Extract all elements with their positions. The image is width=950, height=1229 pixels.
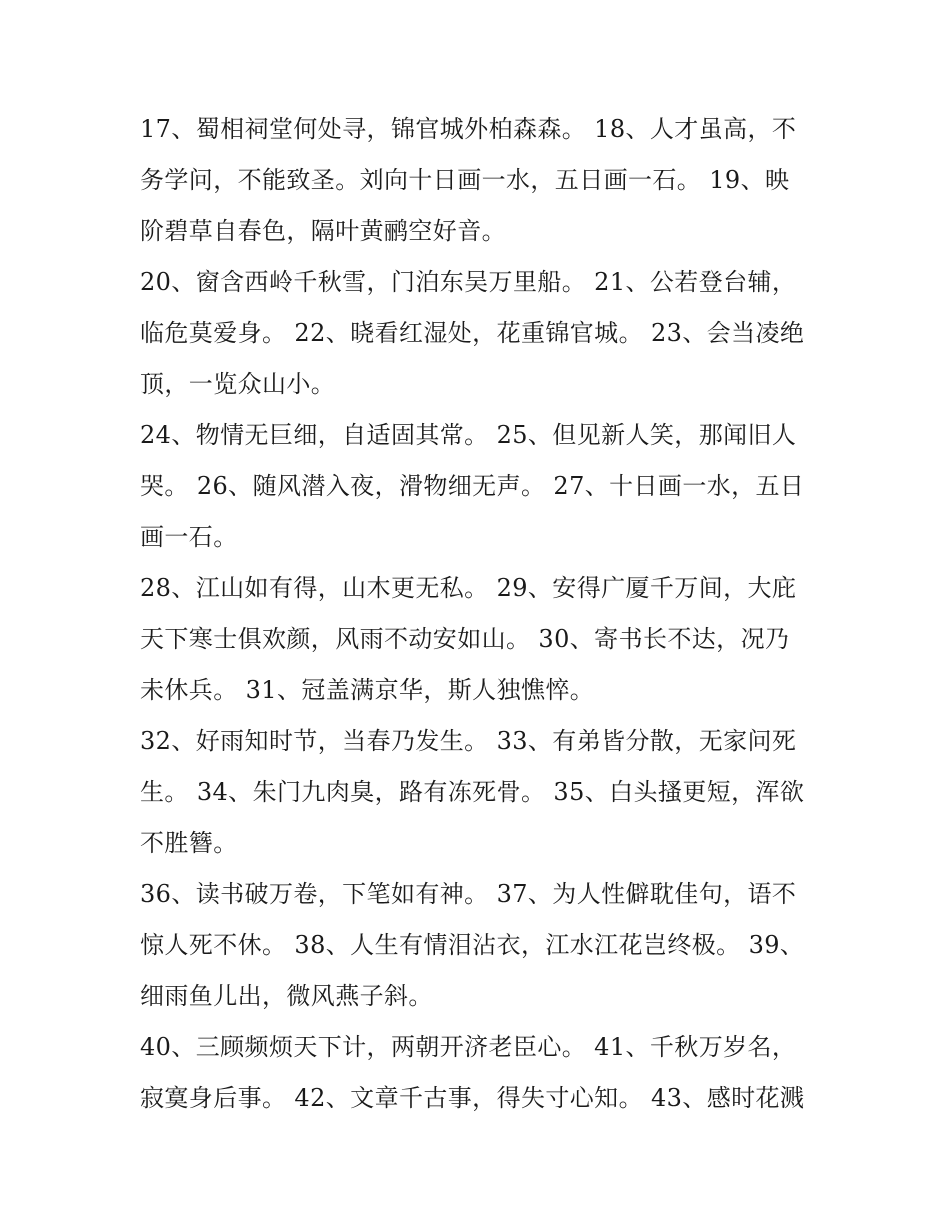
paragraph-32-35: 32、好雨知时节，当春乃发生。 33、有弟皆分散，无家问死生。 34、朱门九肉臭，路有冻死骨。 35、白头搔更短，浑欲不胜簪。 [140, 727, 805, 857]
paragraph-24-27: 24、物情无巨细，自适固其常。 25、但见新人笑，那闻旧人哭。 26、随风潜入夜，滑物细无声。 27、十日画一水，五日画一石。 [140, 421, 805, 551]
paragraph-20-23: 20、窗含西岭千秋雪，门泊东吴万里船。 21、公若登台辅，临危莫爱身。 22、晓看红湿处，花重锦官城。 23、会当凌绝顶，一览众山小。 [140, 268, 805, 398]
paragraph-40-43: 40、三顾频烦天下计，两朝开济老臣心。 41、千秋万岁名，寂寞身后事。 42、文章千古事，得失寸心知。 43、感时花溅 [140, 1033, 805, 1112]
document-body [140, 104, 812, 1124]
paragraph-36-39: 36、读书破万卷，下笔如有神。 37、为人性僻耽佳句，语不惊人死不休。 38、人生有情泪沾衣，江水江花岂终极。 39、细雨鱼儿出，微风燕子斜。 [140, 880, 805, 1010]
paragraph-17-19: 17、蜀相祠堂何处寻，锦官城外柏森森。 18、人才虽高，不务学问，不能致圣。刘向十日画一水，五日画一石。 19、映阶碧草自春色，隔叶黄鹂空好音。 [140, 115, 797, 245]
paragraph-28-31: 28、江山如有得，山木更无私。 29、安得广厦千万间，大庇天下寒士俱欢颜，风雨不动安如山。 30、寄书长不达，况乃未休兵。 31、冠盖满京华，斯人独憔悴。 [140, 574, 797, 704]
